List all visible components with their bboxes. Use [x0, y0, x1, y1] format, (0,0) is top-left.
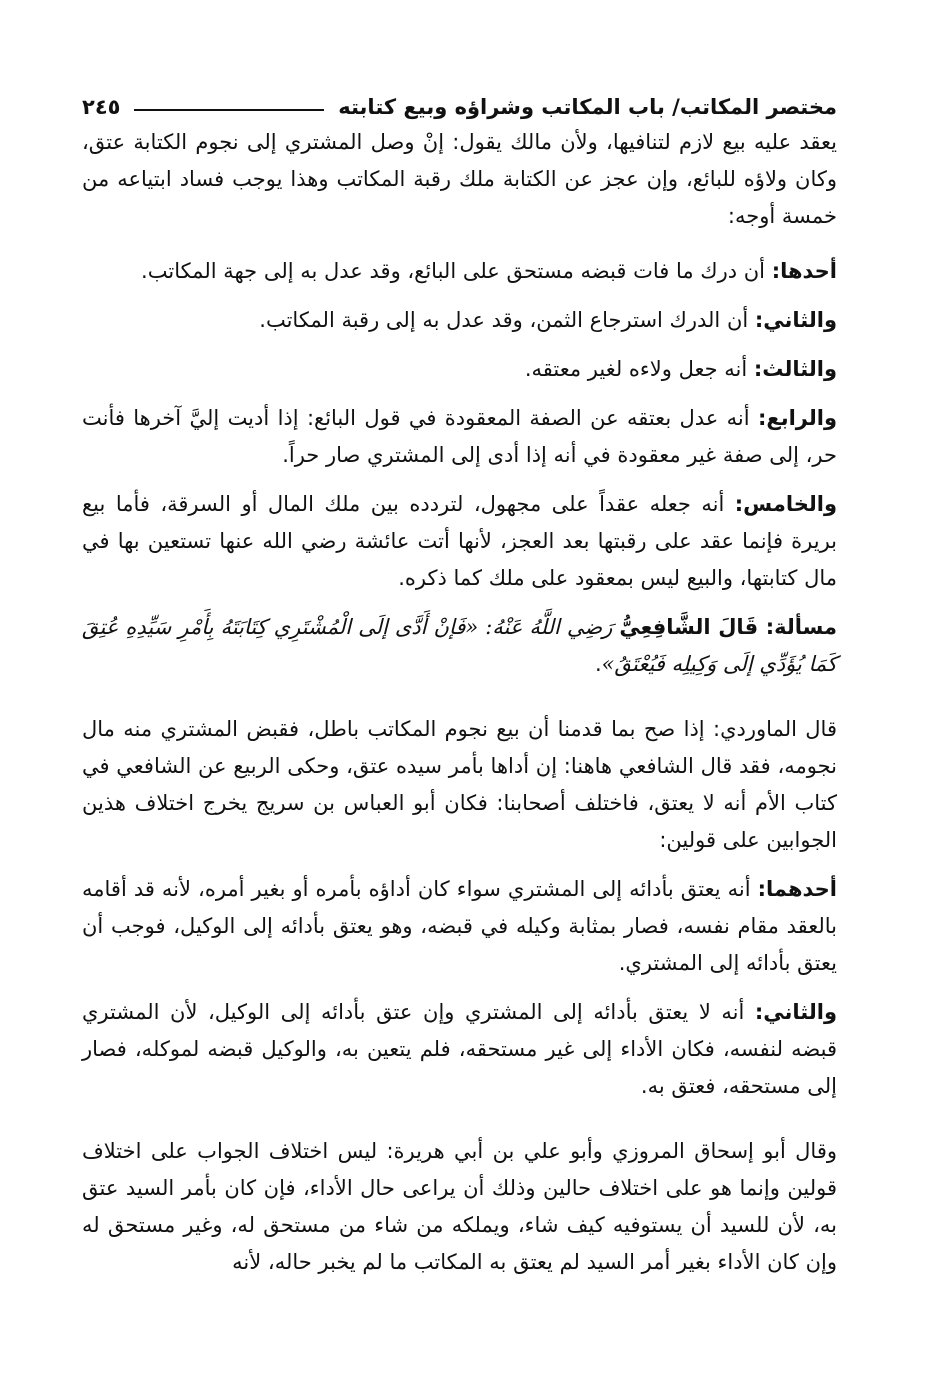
radi-formula: رَضِي اللَّهُ عَنْهُ:	[478, 615, 620, 639]
masala-quote: «فَإنْ أَدَّى إلَى الْمُشْتَرِي كِتَابَتَهُ بِأَمْرِ سَيِّدِهِ عُتِقَ كَمَا يُؤَدِّي إلَى وَكِيلِه فَيُعْتَقُ»	[82, 615, 837, 676]
masala-end: .	[594, 652, 602, 676]
reason-lead: والخامس:	[734, 492, 837, 516]
reason-lead: والثاني:	[754, 308, 837, 332]
view-lead: أحدهما:	[757, 877, 837, 901]
view-text: أنه يعتق بأدائه إلى المشتري سواء كان أداؤه بأمره أو بغير أمره، لأنه قد أقامه بالعقد مقام نفسه، فصار بمثابة وكيله في قبضه، وهو يعتق بأدائه إلى الوكيل، فوجب أن يعتق بأدائه إلى المشتري.	[82, 877, 837, 975]
view-text: أنه لا يعتق بأدائه إلى المشتري وإن عتق بأدائه إلى الوكيل، لأن المشتري قبضه لنفسه، فكان الأداء إلى غير مستحقه، فلم يتعين به، والوكيل قبضه لموكله، فصار إلى مستحقه، فعتق به.	[82, 1000, 837, 1098]
reason-text: أنه جعل ولاءه لغير معتقه.	[524, 357, 754, 381]
reason-third	[82, 351, 837, 388]
mawardi-paragraph: قال الماوردي: إذا صح بما قدمنا أن بيع نجوم المكاتب باطل، فقبض المشتري منه مال نجومه، فقد قال الشافعي هاهنا: إن أداها بأمر سيده عتق، وحكى الربيع عن الشافعي في كتاب الأم أنه لا يعتق، فاختلف أصحابنا: فكان أبو العباس بن سريج يخرج اختلاف هذين الجوابين على قولين:	[82, 717, 837, 852]
page-body	[82, 124, 837, 1281]
page-number: ٢٤٥	[82, 95, 121, 119]
reason-lead: والرابع:	[757, 406, 837, 430]
masala-paragraph	[82, 609, 837, 683]
view-second	[82, 994, 837, 1105]
reason-text: أن درك ما فات قبضه مستحق على البائع، وقد عدل به إلى جهة المكاتب.	[141, 259, 772, 283]
view-lead: والثاني:	[754, 1000, 837, 1024]
reason-text: أن الدرك استرجاع الثمن، وقد عدل به إلى رقبة المكاتب.	[259, 308, 755, 332]
reason-first	[82, 253, 837, 290]
reason-lead: أحدها:	[771, 259, 837, 283]
reason-text: أنه جعله عقداً على مجهول، لتردده بين ملك المال أو السرقة، فأما بيع بريرة فإنما عقد على رقبتها بعد العجز، لأنها أتت عائشة رضي الله عنها تستعين بها في مال كتابتها، والبيع ليس بمعقود على ملك كما ذكره.	[82, 492, 837, 590]
reason-fifth	[82, 486, 837, 597]
masala-lead: مسألة:	[765, 615, 837, 639]
shafii-name: قَالَ الشَّافِعِيُّ	[619, 615, 766, 639]
reason-lead: والثالث:	[753, 357, 837, 381]
reason-fourth	[82, 400, 837, 474]
reason-text: أنه عدل بعتقه عن الصفة المعقودة في قول البائع: إذا أديت إليَّ آخرها فأنت حر، إلى صفة غير معقودة في أنه إذا أدى إلى المشتري صار حراً.	[82, 406, 837, 467]
running-head	[82, 92, 837, 122]
chapter-title: مختصر المكاتب/ باب المكاتب وشراؤه وبيع كتابته	[338, 95, 837, 119]
marwazi-paragraph: وقال أبو إسحاق المروزي وأبو علي بن أبي هريرة: ليس اختلاف الجواب على اختلاف قولين وإنما هو على اختلاف حالين وذلك أن يراعى حال الأداء، فإن كان بأمر السيد عتق به، لأن للسيد أن يستوفيه كيف شاء، ويملكه من شاء من مستحق له، وغير مستحق له وإن كان الأداء بغير أمر السيد لم يعتق به المكاتب ما لم يخبر حاله، لأنه	[82, 1139, 837, 1274]
view-first	[82, 871, 837, 982]
reason-second	[82, 302, 837, 339]
header-rule	[134, 109, 324, 111]
intro-paragraph: يعقد عليه بيع لازم لتنافيها، ولأن مالك يقول: إنْ وصل المشتري إلى نجوم الكتابة عتق، وكان ولاؤه للبائع، وإن عجز عن الكتابة ملك رقبة المكاتب وهذا يوجب فساد ابتياعه من خمسة أوجه:	[82, 130, 837, 228]
